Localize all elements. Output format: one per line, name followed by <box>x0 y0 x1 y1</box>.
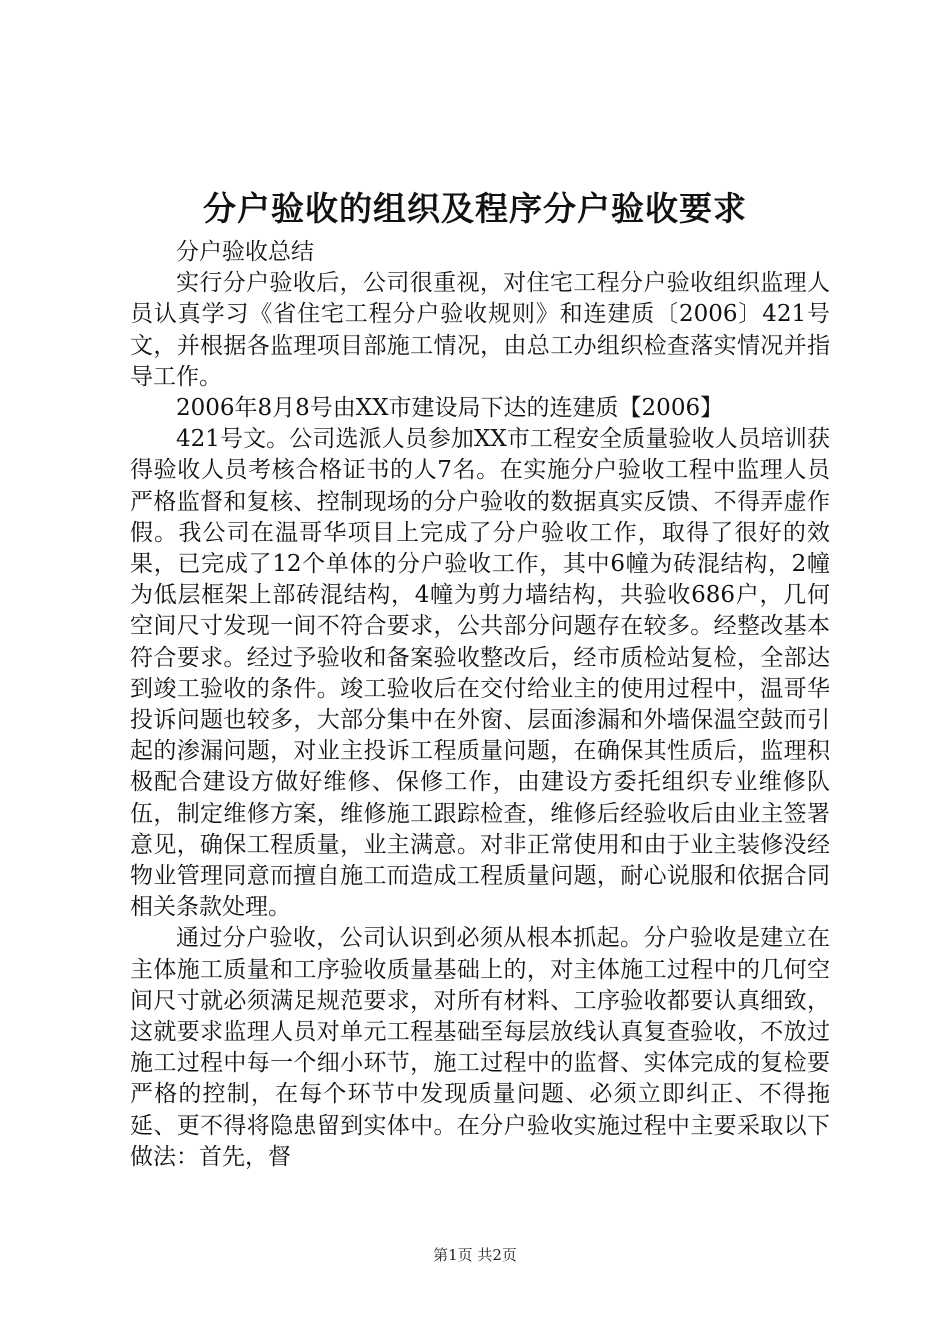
paragraph-3: 421号文。公司选派人员参加XX市工程安全质量验收人员培训获得验收人员考核合格证书的人7名。在实施分户验收工程中监理人员严格监督和复核、控制现场的分户验收的数据真实反馈、不得弄虚作假。我公司在温哥华项目上完成了分户验收工作，取得了很好的效果，已完成了12个单体的分户验收工作，其中6幢为砖混结构，2幢为低层框架上部砖混结构，4幢为剪力墙结构，共验收686户，几何空间尺寸发现一间不符合要求，公共部分问题存在较多。经整改基本符合要求。经过予验收和备案验收整改后，经市质检站复检，全部达到竣工验收的条件。竣工验收后在交付给业主的使用过程中，温哥华投诉问题也较多，大部分集中在外窗、层面渗漏和外墙保温空鼓而引起的渗漏问题，对业主投诉工程质量问题，在确保其性质后，监理积极配合建设方做好维修、保修工作，由建设方委托组织专业维修队伍，制定维修方案，维修施工跟踪检查，维修后经验收后由业主签署意见，确保工程质量，业主满意。对非正常使用和由于业主装修没经物业管理同意而擅自施工而造成工程质量问题，耐心说服和依据合同相关条款处理。 <box>130 426 830 921</box>
document-body <box>130 237 830 1173</box>
page-footer: 第1页 共2页 <box>433 1246 517 1264</box>
paragraph-4: 通过分户验收，公司认识到必须从根本抓起。分户验收是建立在主体施工质量和工序验收质量基础上的，对主体施工过程中的几何空间尺寸就必须满足规范要求，对所有材料、工序验收都要认真细致，这就要求监理人员对单元工程基础至每层放线认真复查验收，不放过施工过程中每一个细小环节，施工过程中的监督、实体完成的复检要严格的控制，在每个环节中发现质量问题、必须立即纠正、不得拖延、更不得将隐患留到实体中。在分户验收实施过程中主要采取以下做法：首先，督 <box>130 925 830 1170</box>
paragraph-1: 实行分户验收后，公司很重视，对住宅工程分户验收组织监理人员认真学习《省住宅工程分户验收规则》和连建质〔2006〕421号文，并根据各监理项目部施工情况，由总工办组织检查落实情况并指导工作。 <box>130 270 830 390</box>
document-title: 分户验收的组织及程序分户验收要求 <box>203 189 747 228</box>
paragraph-2: 2006年8月8号由XX市建设局下达的连建质【2006】 <box>176 395 724 422</box>
paragraph-subtitle: 分户验收总结 <box>176 239 314 265</box>
